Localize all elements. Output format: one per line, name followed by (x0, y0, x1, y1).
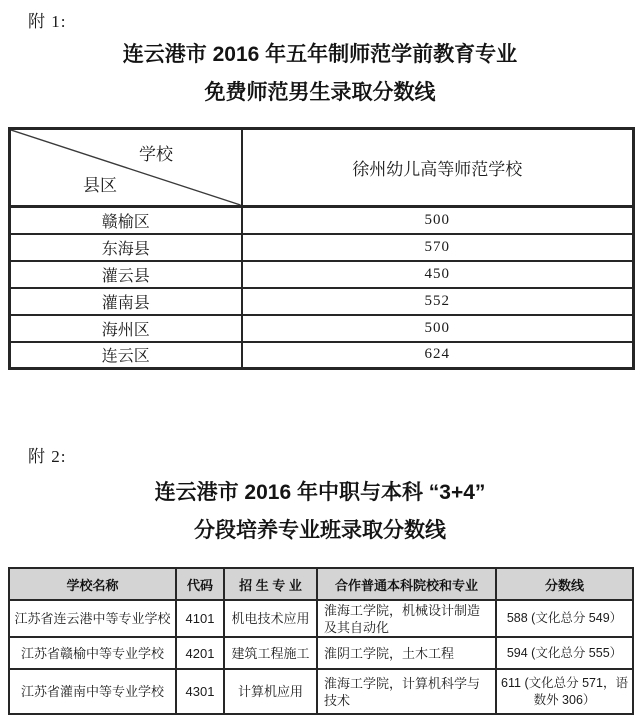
table-row (9, 637, 633, 669)
corner-header-cell (10, 129, 242, 207)
header-partner: 合作普通本科院校和专业 (317, 568, 496, 600)
header-code: 代码 (176, 568, 224, 600)
attachment2-label: 附 2: (28, 447, 67, 466)
header-school-name: 学校名称 (9, 568, 176, 600)
diagonal-divider-line (11, 130, 241, 205)
district-cell: 灌云县 (10, 261, 242, 288)
district-cell: 连云区 (10, 342, 242, 369)
district-cell: 灌南县 (10, 288, 242, 315)
score-cell: 552 (242, 288, 634, 315)
table2-header-row (9, 568, 633, 600)
table-row (10, 288, 634, 315)
attachment1-label: 附 1: (28, 12, 67, 31)
school-cell: 江苏省灌南中等专业学校 (9, 669, 176, 714)
score-line-cell: 594 (文化总分 555） (496, 637, 633, 669)
score-cell: 570 (242, 234, 634, 261)
score-cell: 624 (242, 342, 634, 369)
college-column-header: 徐州幼儿高等师范学校 (242, 129, 634, 207)
major-cell: 机电技术应用 (224, 600, 317, 637)
attachment2-title-line1: 连云港市 2016 年中职与本科 “3+4” (154, 481, 486, 504)
district-cell: 东海县 (10, 234, 242, 261)
table-row (10, 261, 634, 288)
attachment1-title-line2: 免费师范男生录取分数线 (204, 81, 436, 104)
school-cell: 江苏省赣榆中等专业学校 (9, 637, 176, 669)
scores-table-attachment2 (8, 567, 634, 715)
partner-cell: 淮阴工学院，土木工程 (317, 637, 496, 669)
partner-cell: 淮海工学院，计算机科学与技术 (317, 669, 496, 714)
code-cell: 4101 (176, 600, 224, 637)
partner-cell: 淮海工学院，机械设计制造及其自动化 (317, 600, 496, 637)
score-cell: 500 (242, 315, 634, 342)
school-cell: 江苏省连云港中等专业学校 (9, 600, 176, 637)
attachment1-title-line1: 连云港市 2016 年五年制师范学前教育专业 (122, 43, 518, 66)
district-cell: 海州区 (10, 315, 242, 342)
table-row (10, 342, 634, 369)
district-cell: 赣榆区 (10, 207, 242, 234)
score-cell: 500 (242, 207, 634, 234)
corner-label-school: 学校 (139, 145, 173, 164)
corner-label-district: 县区 (83, 176, 117, 195)
header-score-line: 分数线 (496, 568, 633, 600)
code-cell: 4301 (176, 669, 224, 714)
table-row (10, 234, 634, 261)
score-line-cell: 588 (文化总分 549） (496, 600, 633, 637)
table-row (9, 600, 633, 637)
attachment2-title (0, 474, 640, 550)
header-major: 招 生 专 业 (224, 568, 317, 600)
table-row (10, 207, 634, 234)
score-cell: 450 (242, 261, 634, 288)
attachment2-title-line2: 分段培养专业班录取分数线 (194, 519, 446, 542)
table-row (10, 315, 634, 342)
scores-table-attachment1 (8, 127, 635, 370)
major-cell: 计算机应用 (224, 669, 317, 714)
score-line-cell: 611 (文化总分 571，语数外 306） (496, 669, 633, 714)
table1-header-row (10, 129, 634, 207)
code-cell: 4201 (176, 637, 224, 669)
major-cell: 建筑工程施工 (224, 637, 317, 669)
attachment1-title (0, 36, 640, 112)
table-row (9, 669, 633, 714)
